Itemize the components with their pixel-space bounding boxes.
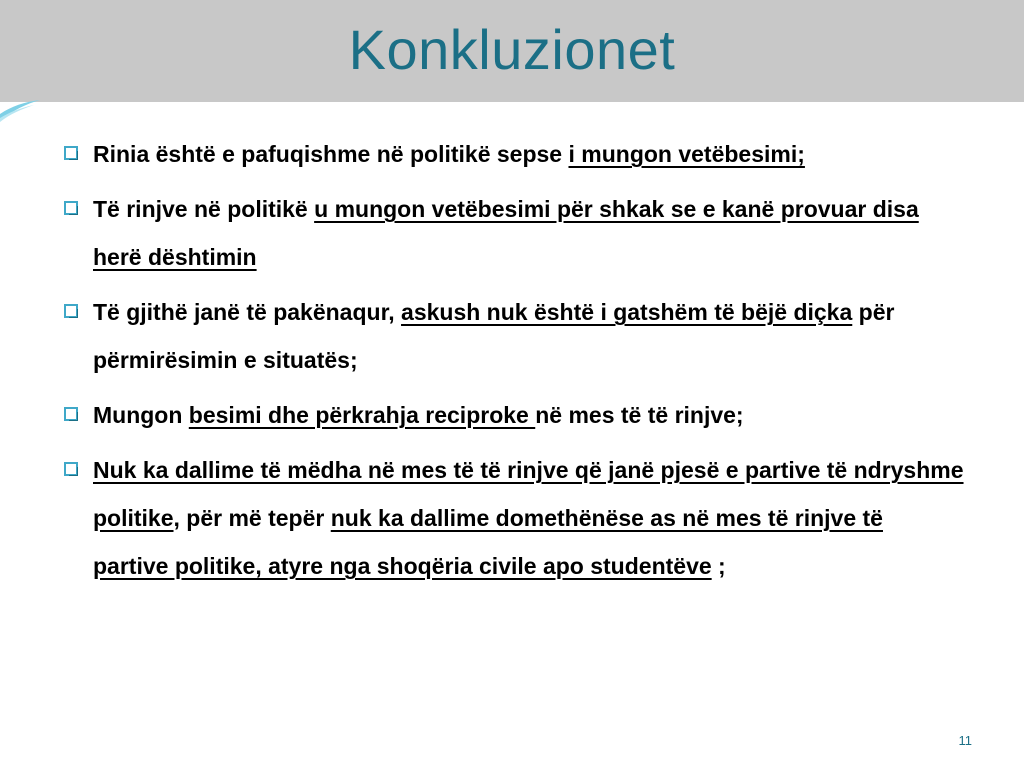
bullet-text: Të gjithë janë të pakënaqur, bbox=[93, 299, 402, 325]
bullet-text: ; bbox=[711, 553, 726, 579]
page-number: 11 bbox=[958, 733, 972, 748]
bullet-text-underlined: Nuk ka dallime të mëdha në mes të të rinjve që janë pjesë e partive të ndryshme politike bbox=[93, 457, 964, 531]
hollow-square-bullet-icon bbox=[64, 304, 78, 318]
bullet-text-underlined: nuk ka dallime domethënëse as në mes të rinjve të partive politike, atyre nga shoqëria civile apo studentëve bbox=[93, 505, 883, 579]
bullet-text: për përmirësimin e situatës; bbox=[93, 299, 895, 373]
bullet-text: Mungon bbox=[93, 402, 189, 428]
bullet-text-underlined: besimi dhe përkrahja reciproke bbox=[188, 402, 536, 428]
bullet-item bbox=[64, 391, 964, 439]
hollow-square-bullet-icon bbox=[64, 201, 78, 215]
hollow-square-bullet-icon bbox=[64, 407, 78, 421]
bullet-text: në mes të të rinjve; bbox=[535, 402, 744, 428]
corner-swoosh-icon bbox=[0, 96, 60, 126]
bullet-text: Të rinjve në politikë bbox=[93, 196, 315, 222]
bullet-text-underlined: u mungon vetëbesimi për shkak se e kanë provuar disa herë dështimin bbox=[93, 196, 919, 270]
bullet-item bbox=[64, 446, 964, 590]
bullet-list bbox=[64, 130, 964, 597]
bullet-text-underlined: i mungon vetëbesimi; bbox=[568, 141, 805, 167]
bullet-item bbox=[64, 130, 964, 178]
bullet-text: Rinia është e pafuqishme në politikë sepse bbox=[93, 141, 569, 167]
bullet-item bbox=[64, 288, 964, 384]
hollow-square-bullet-icon bbox=[64, 146, 78, 160]
bullet-item bbox=[64, 185, 964, 281]
hollow-square-bullet-icon bbox=[64, 462, 78, 476]
bullet-text-underlined: askush nuk është i gatshëm të bëjë diçka bbox=[401, 299, 853, 325]
bullet-text: , për më tepër bbox=[173, 505, 331, 531]
slide-title: Konkluzionet bbox=[348, 18, 676, 81]
